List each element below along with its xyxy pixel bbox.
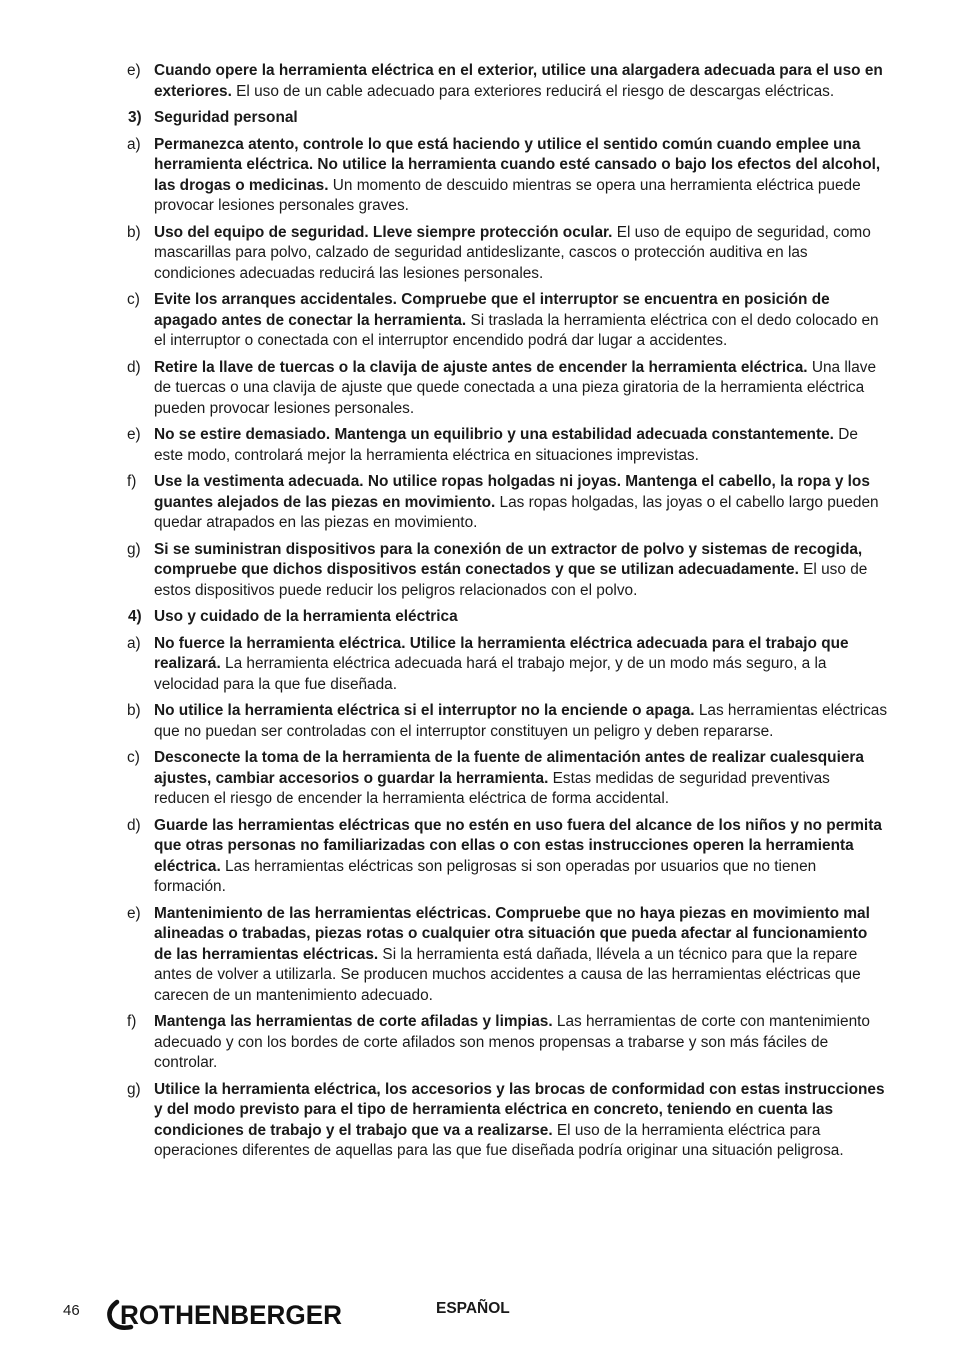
item-body-text: Un momento de descuido mientras se opera una herramienta eléctrica puede provocar lesiones personales graves.: [154, 176, 861, 214]
item-bold-text: Uso del equipo de seguridad. Lleve siempre protección ocular.: [154, 223, 613, 241]
instruction-item: [0, 223, 889, 285]
item-bold-text: Si se suministran dispositivos para la conexión de un extractor de polvo y sistemas de recogida, compruebe que dichos dispositivos están conectados y que se utilizan adecuadamente.: [154, 540, 863, 578]
instruction-item: [0, 540, 889, 602]
item-marker: a): [127, 135, 141, 153]
item-marker: e): [127, 62, 141, 79]
item-bold-text: Mantenga las herramientas de corte afiladas y limpias.: [154, 1013, 553, 1030]
item-bold-text: Permanezca atento, controle lo que está haciendo y utilice el sentido común cuando emplee una herramienta eléctrica. No utilice la herramienta cuando esté cansado o bajo los efectos del alcohol, las drogas o medicinas.: [154, 135, 881, 194]
section-heading-text: Seguridad personal: [154, 109, 298, 126]
item-marker: a): [127, 634, 141, 652]
item-bold-text: Cuando opere la herramienta eléctrica en el exterior, utilice una alargadera adecuada para el uso en exteriores.: [154, 62, 883, 100]
item-bold-text: No fuerce la herramienta eléctrica. Utilice la herramienta eléctrica adecuada para el trabajo que realizará.: [154, 634, 849, 672]
item-body-text: Las herramientas de corte con mantenimiento adecuado y con los bordes de corte afilados son menos propensas a trabarse y son más fáciles de controlar.: [154, 1013, 870, 1071]
item-body-text: Si traslada la herramienta eléctrica con el dedo colocado en el interruptor o conectada con el interruptor encendido podrá dar lugar a accidentes.: [154, 311, 879, 349]
item-marker: f): [127, 473, 137, 490]
logo-text: ROTHENBERGER: [120, 1300, 342, 1330]
page-footer: [0, 1296, 954, 1336]
item-marker: d): [127, 816, 141, 834]
instruction-item: [0, 290, 889, 352]
item-body-text: Las herramientas eléctricas son peligrosas si son operadas por usuarios que no tienen formación.: [154, 857, 817, 895]
instruction-item: [0, 816, 889, 898]
item-marker: b): [127, 223, 141, 241]
instruction-item: [0, 748, 889, 810]
item-bold-text: Use la vestimenta adecuada. No utilice ropas holgadas ni joyas. Mantenga el cabello, la ropa y los guantes alejados de las piezas en movimiento.: [154, 473, 870, 511]
item-body-text: El uso de estos dispositivos puede reducir los peligros relacionados con el polvo.: [154, 561, 868, 599]
instruction-item: [0, 135, 889, 217]
item-marker: e): [127, 426, 141, 443]
item-body-text: El uso de un cable adecuado para exteriores reducirá el riesgo de descargas eléctricas.: [231, 82, 835, 100]
page-number: 46: [63, 1302, 80, 1319]
item-marker: f): [127, 1013, 137, 1030]
document-body: [0, 61, 954, 1168]
instruction-item: [0, 1080, 889, 1162]
instruction-item: [0, 472, 889, 534]
item-marker: c): [127, 291, 140, 308]
item-bold-text: Utilice la herramienta eléctrica, los accesorios y las brocas de conformidad con estas instrucciones y del modo previsto para el tipo de herramienta eléctrica en concreto, teniendo en cuenta las condiciones de trabajo y el trabajo que va a realizarse.: [154, 1080, 885, 1139]
item-marker: g): [127, 1080, 141, 1098]
section-heading: [0, 108, 889, 129]
language-label: ESPAÑOL: [436, 1300, 510, 1317]
instruction-item: [0, 904, 889, 1007]
item-marker: 4): [128, 608, 142, 625]
section-heading-text: Uso y cuidado de la herramienta eléctrica: [154, 608, 458, 625]
item-body-text: Estas medidas de seguridad preventivas reducen el riesgo de encender la herramienta eléctrica de forma accidental.: [154, 769, 830, 807]
item-body-text: El uso de equipo de seguridad, como mascarillas para polvo, calzado de seguridad antideslizante, cascos o protección auditiva en las condiciones adecuadas reducirá las lesiones personales.: [154, 223, 871, 282]
item-body-text: El uso de la herramienta eléctrica para operaciones diferentes de aquellas para las que fue diseñada podría originar una situación peligrosa.: [154, 1121, 844, 1159]
item-body-text: Una llave de tuercas o una clavija de ajuste que quede conectada a una pieza giratoria de la herramienta eléctrica pueden provocar lesiones personales.: [154, 358, 877, 417]
item-bold-text: Guarde las herramientas eléctricas que no estén en uso fuera del alcance de los niños y no permita que otras personas no familiarizadas con ellas o con estas instrucciones operen la herramienta eléctrica.: [154, 816, 882, 875]
item-marker: d): [127, 358, 141, 376]
item-bold-text: Retire la llave de tuercas o la clavija de ajuste antes de encender la herramienta eléctrica.: [154, 358, 808, 376]
item-bold-text: Desconecte la toma de la herramienta de la fuente de alimentación antes de realizar cualesquiera ajustes, cambiar accesorios o guardar la herramienta.: [154, 749, 864, 787]
rothenberger-logo: [104, 1296, 354, 1332]
instruction-item: [0, 1012, 889, 1074]
instruction-item: [0, 61, 889, 102]
item-bold-text: No utilice la herramienta eléctrica si el interruptor no la enciende o apaga.: [154, 702, 695, 719]
item-body-text: Las ropas holgadas, las joyas o el cabello largo pueden quedar atrapados en las piezas en movimiento.: [154, 493, 879, 531]
item-marker: 3): [128, 109, 142, 126]
item-body-text: Las herramientas eléctricas que no puedan ser controladas con el interruptor constituyen un peligro y deben repararse.: [154, 702, 888, 740]
item-body-text: Si la herramienta está dañada, llévela a un técnico para que la repare antes de volver a utilizarla. Se producen muchos accidentes a causa de las herramientas eléctricas que carecen de un mantenimiento adecuado.: [154, 945, 861, 1004]
item-marker: e): [127, 904, 141, 922]
item-bold-text: Evite los arranques accidentales. Compruebe que el interruptor se encuentra en posición de apagado antes de conectar la herramienta.: [154, 291, 830, 329]
item-marker: c): [127, 749, 140, 766]
item-marker: b): [127, 702, 141, 719]
item-bold-text: No se estire demasiado. Mantenga un equilibrio y una estabilidad adecuada constantemente.: [154, 426, 834, 443]
instruction-item: [0, 425, 889, 466]
instruction-item: [0, 358, 889, 420]
item-marker: g): [127, 540, 141, 558]
item-body-text: De este modo, controlará mejor la herramienta eléctrica en situaciones imprevistas.: [154, 426, 858, 464]
instruction-item: [0, 634, 889, 696]
item-body-text: La herramienta eléctrica adecuada hará el trabajo mejor, y de un modo más seguro, a la velocidad para la que fue diseñada.: [154, 655, 827, 693]
section-heading: [0, 607, 889, 628]
item-bold-text: Mantenimiento de las herramientas eléctricas. Compruebe que no haya piezas en movimiento mal alineadas o trabadas, piezas rotas o cualquier otra situación que pueda afectar al funcionamiento de las herramientas eléctricas.: [154, 904, 870, 963]
instruction-item: [0, 701, 889, 742]
